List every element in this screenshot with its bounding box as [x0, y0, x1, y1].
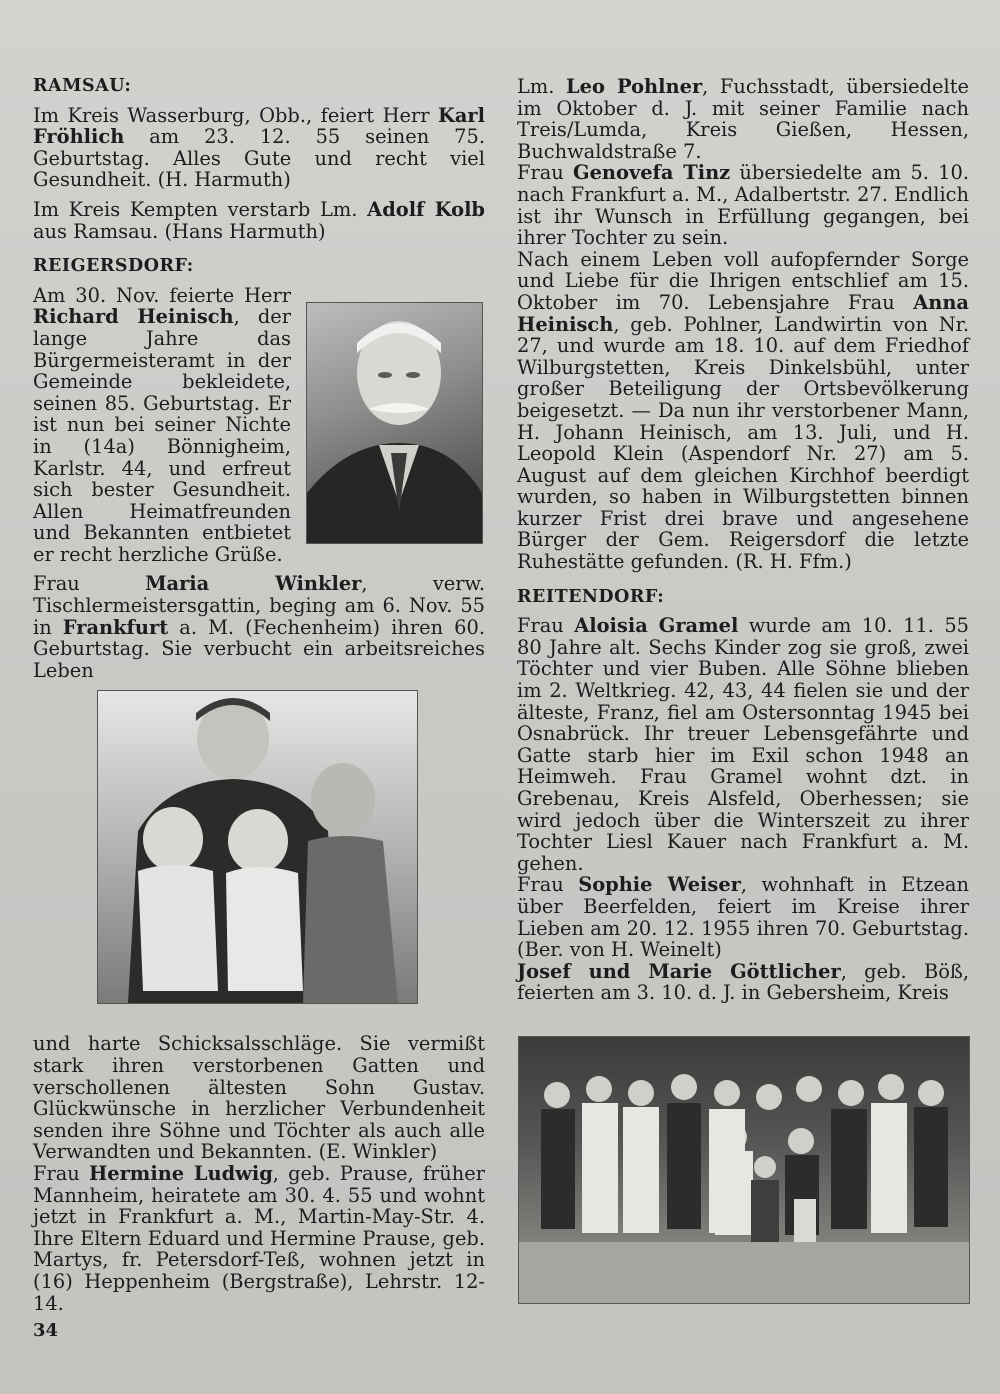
- reigersdorf-paragraph-3: und harte Schicksalsschläge. Sie vermißt stark ihren verstorbenen Gatten und verschollenen ältesten Sohn Gustav. Glückwünsche in herzlicher Verbundenheit senden ihre Söhne und Töchter als auch alle Verwandten und Bekannten. (E. Winkler): [33, 1032, 485, 1164]
- name-karl-froehlich: Karl Fröhlich: [33, 103, 485, 149]
- name-sophie-weiser: Sophie Weiser: [578, 873, 741, 897]
- name-aloisia-gramel: Aloisia Gramel: [574, 614, 739, 638]
- ramsau-paragraph-1: Im Kreis Wasserburg, Obb., feiert Herr Karl Fröhlich am 23. 12. 55 seinen 75. Geburtstag. Alles Gute und recht viel Gesundheit. (H. Harmuth): [33, 103, 485, 192]
- name-josef-marie-goettlicher: Josef und Marie Göttlicher: [517, 959, 841, 983]
- name-adolf-kolb: Adolf Kolb: [367, 197, 485, 221]
- portrait-photo-richard-heinisch: [306, 302, 483, 544]
- family-photo-maria-winkler: [97, 690, 418, 1004]
- portrait-illustration: [307, 303, 482, 543]
- name-richard-heinisch: Richard Heinisch: [33, 305, 234, 329]
- reitendorf-paragraph-2: Frau Sophie Weiser, wohnhaft in Etzean über Beerfelden, feiert im Kreise ihrer Lieben am 20. 12. 1955 ihren 70. Geburtstag. (Ber. von H. Weinelt): [517, 873, 969, 962]
- right-column: [517, 76, 969, 1004]
- heading-reitendorf: REITENDORF:: [517, 586, 665, 607]
- name-maria-winkler: Maria Winkler: [145, 572, 362, 596]
- group-photo-goettlicher: [518, 1036, 970, 1304]
- reitendorf-paragraph-1: Frau Aloisia Gramel wurde am 10. 11. 55 80 Jahre alt. Sechs Kinder zog sie groß, zwei Töchter und vier Buben. Alle Söhne blieben im 2. Weltkrieg. 42, 43, 44 fielen sie und der älteste, Franz, fiel am Ostersonntag 1945 bei Osnabrück. Ihr treuer Lebensgefährte und Gatte starb hier im Exil schon 1948 an Heimweh. Frau Gramel wohnt dzt. in Grebenau, Kreis Alsfeld, Oberhessen; sie wird jedoch über die Winterszeit zu ihrer Tochter Liesl Kauer nach Frankfurt a. M. gehen.: [517, 614, 970, 875]
- name-genovefa-tinz: Genovefa Tinz: [573, 161, 731, 185]
- group-illustration: [519, 1037, 969, 1303]
- reigersdorf-paragraph-1: Am 30. Nov. feierte Herr Richard Heinisch, der lange Jahre das Bürgermeisteramt in der Gemeinde bekleidete, seinen 85. Geburtstag. Er ist nun bei seiner Nichte in (14a) Bönnigheim, Karlstr. 44, und erfreut sich bester Gesundheit. Allen Heimatfreunden und Bekannten entbietet er recht herzliche Grüße.: [33, 283, 291, 566]
- reigersdorf-paragraph-2: Frau Maria Winkler, verw. Tischlermeistersgattin, beging am 6. Nov. 55 in Frankfurt a. M. (Fechenheim) ihren 60. Geburtstag. Sie verbucht ein arbeitsreiches Leben: [33, 572, 486, 682]
- page-number: 34: [33, 1320, 59, 1341]
- reigersdorf-paragraph-7: Nach einem Leben voll aufopfernder Sorge und Liebe für die Ihrigen entschlief am 15. Oktober im 70. Lebensjahre Frau Anna Heinisch, geb. Pohlner, Landwirtin von Nr. 27, und wurde am 18. 10. auf dem Friedhof Wilburgstetten, Kreis Dinkelsbühl, unter großer Beteiligung der Ortsbevölkerung beigesetzt. — Da nun ihr verstorbener Mann, H. Johann Heinisch, am 13. Juli, und H. Leopold Klein (Aspendorf Nr. 27) am 5. August auf dem gleichen Kirchhof beerdigt wurden, so haben in Wilburgstetten binnen kurzer Frist drei brave und angesehene Bürger der Gem. Reigersdorf die letzte Ruhestätte gefunden. (R. H. Ffm.): [517, 247, 969, 574]
- family-illustration: [98, 691, 417, 1003]
- heading-reigersdorf: REIGERSDORF:: [33, 256, 194, 277]
- name-hermine-ludwig: Hermine Ludwig: [88, 1162, 273, 1185]
- reigersdorf-paragraph-5: Lm. Leo Pohlner, Fuchsstadt, übersiedelte im Oktober d. J. mit seiner Familie nach Treis/Lumda, Kreis Gießen, Hessen, Buchwaldstraße 7.: [517, 75, 970, 163]
- ramsau-paragraph-2: Im Kreis Kempten verstarb Lm. Adolf Kolb aus Ramsau. (Hans Harmuth): [33, 197, 485, 243]
- reigersdorf-paragraph-6: Frau Genovefa Tinz übersiedelte am 5. 10. nach Frankfurt a. M., Adalbertstr. 27. Endlich ist ihr Wunsch in Erfüllung gegangen, bei ihrer Tochter zu sein.: [517, 161, 970, 250]
- reitendorf-paragraph-3: Josef und Marie Göttlicher, geb. Böß, feierten am 3. 10. d. J. in Gebersheim, Kreis: [517, 959, 969, 1005]
- name-leo-pohlner: Leo Pohlner: [566, 75, 703, 98]
- reigersdorf-paragraph-4: Frau Hermine Ludwig, geb. Prause, früher Mannheim, heiratete am 30. 4. 55 und wohnt jetzt in Frankfurt a. M., Martin-May-Str. 4. Ihre Eltern Eduard und Hermine Prause, geb. Martys, fr. Petersdorf-Teß, wohnen jetzt in (16) Heppenheim (Bergstraße), Lehrstr. 12-14.: [33, 1162, 485, 1315]
- name-anna-heinisch: Anna Heinisch: [517, 290, 969, 336]
- heading-ramsau: RAMSAU:: [33, 76, 132, 96]
